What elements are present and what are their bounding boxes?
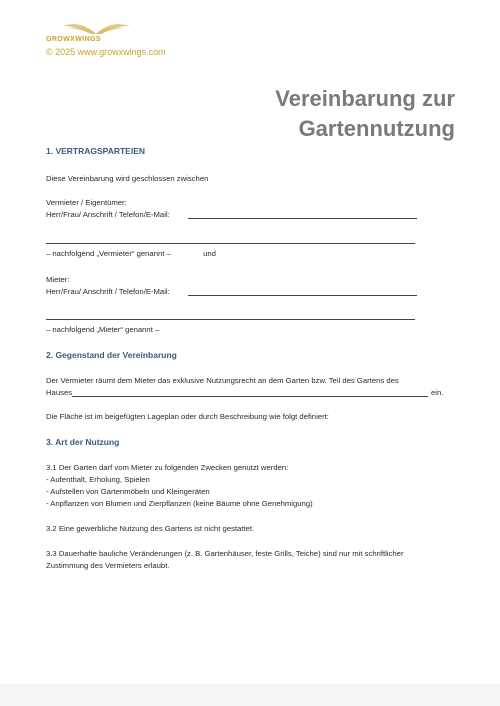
- landlord-designation: [46, 248, 216, 260]
- landlord-fields-row: [46, 209, 417, 221]
- tenant-fill-line-2[interactable]: [46, 319, 415, 320]
- tenant-designation: – nachfolgend „Mieter“ genannt –: [46, 325, 160, 334]
- landlord-designation-text: – nachfolgend „Vermieter“ genannt –: [46, 249, 171, 258]
- usage-item-2: - Aufstellen von Gartenmöbeln und Kleingeräten: [46, 487, 210, 496]
- title-line-2: Gartennutzung: [298, 116, 455, 141]
- house-fill-line[interactable]: [72, 396, 428, 397]
- section-2-para-1-line-1: Der Vermieter räumt dem Mieter das exklusive Nutzungsrecht an dem Garten bzw. Teil des Gartens des: [46, 376, 399, 385]
- landlord-label: Vermieter / Eigentümer:: [46, 198, 127, 207]
- section-2-para-2: Die Fläche ist im beigefügten Lageplan oder durch Beschreibung wie folgt definiert:: [46, 412, 329, 421]
- clause-3-2: 3.2 Eine gewerbliche Nutzung des Gartens ist nicht gestattet.: [46, 524, 255, 533]
- document-title: [155, 84, 455, 144]
- logo: [46, 22, 146, 46]
- page-footer-band: [0, 684, 500, 706]
- landlord-fill-line[interactable]: [188, 218, 417, 219]
- landlord-fill-line-2[interactable]: [46, 243, 415, 244]
- landlord-fields-label: Herr/Frau/ Anschrift / Telefon/E-Mail:: [46, 210, 170, 219]
- logo-text: GROWXWINGS: [46, 36, 101, 43]
- section-1-heading: 1. VERTRAGSPARTEIEN: [46, 146, 146, 156]
- tenant-fields-row: [46, 286, 417, 298]
- and-text: und: [203, 249, 216, 258]
- tenant-label: Mieter:: [46, 275, 70, 284]
- house-label: Hauses: [46, 388, 73, 397]
- tenant-fill-line[interactable]: [188, 295, 417, 296]
- wings-logo-icon: [56, 22, 136, 36]
- section-2-para-1-line-2: [46, 387, 446, 399]
- clause-3-3-line-1: 3.3 Dauerhafte bauliche Veränderungen (z. B. Gartenhäuser, feste Grills, Teiche) sind nur mit schriftlicher: [46, 549, 404, 558]
- parties-intro: Diese Vereinbarung wird geschlossen zwischen: [46, 174, 209, 183]
- tenant-fields-label: Herr/Frau/ Anschrift / Telefon/E-Mail:: [46, 287, 170, 296]
- clause-3-3-line-2: Zustimmung des Vermieters erlaubt.: [46, 561, 170, 570]
- usage-item-1: - Aufenthalt, Erholung, Spielen: [46, 475, 150, 484]
- section-3-heading: 3. Art der Nutzung: [46, 437, 120, 447]
- title-line-1: Vereinbarung zur: [275, 86, 455, 111]
- house-end-text: ein.: [431, 388, 444, 397]
- section-2-heading: 2. Gegenstand der Vereinbarung: [46, 350, 177, 360]
- copyright-text: © 2025 www.growxwings.com: [46, 47, 166, 57]
- usage-item-3: - Anpflanzen von Blumen und Zierpflanzen (keine Bäume ohne Genehmigung): [46, 499, 313, 508]
- clause-3-1: 3.1 Der Garten darf vom Mieter zu folgenden Zwecken genutzt werden:: [46, 463, 289, 472]
